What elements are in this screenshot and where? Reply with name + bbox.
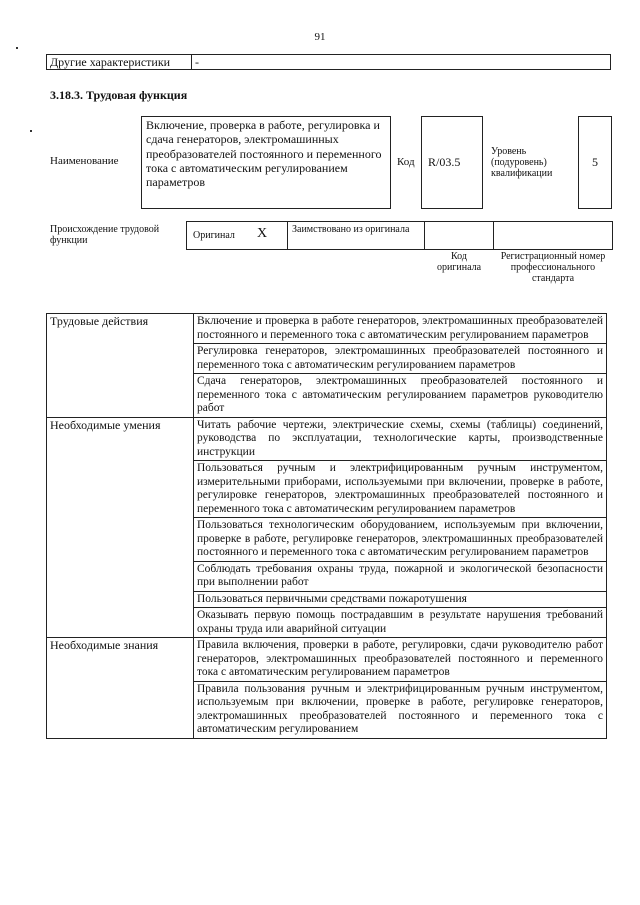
code-label: Код [397,156,415,168]
function-name-text: Включение, проверка в работе, регулировка и сдача генераторов, электромашинных преобразователей постоянного и переменного тока с автоматическим регулированием параметров [146,118,382,190]
table-cell: Соблюдать требования охраны труда, пожарной и экологической безопасности при выполнении работ [194,561,607,591]
divider [424,221,425,249]
table-row [47,314,607,344]
level-value: 5 [592,155,598,169]
table-row [47,638,607,682]
table-cell: Регулировка генераторов, электромашинных преобразователей постоянного и переменного тока с автоматическим регулированием параметров [194,344,607,374]
section-heading: 3.18.3. Трудовая функция [50,88,188,102]
reg-number-caption: Регистрационный номер профессионального стандарта [500,251,606,284]
scan-speck [30,130,32,132]
table-row [47,417,607,461]
other-characteristics-label: Другие характеристики [47,55,192,70]
table-cell: Правила пользования ручным и электрифицированным ручным инструментом, используемым при включении, проверке в работе, регулировке генераторов, электромашинных преобразователей постоянного и переменного тока с автоматическим регулированием [194,681,607,738]
section-label: Необходимые знания [47,638,194,739]
table-cell: Оказывать первую помощь пострадавшим в результате нарушения требований охраны труда или аварийной ситуации [194,608,607,638]
table-cell: Пользоваться технологическим оборудованием, используемым при включении, проверке в работе, регулировке генераторов, электромашинных преобразователей постоянного и переменного тока с автоматическим регулированием параметров [194,518,607,562]
code-box [421,116,483,209]
borrowed-label: Заимствовано из оригинала [292,224,410,235]
section-label: Необходимые умения [47,417,194,638]
divider [287,221,288,249]
requirements-table [46,313,607,739]
code-value: R/03.5 [428,155,461,169]
table-cell: Пользоваться первичными средствами пожаротушения [194,591,607,608]
table-cell: Пользоваться ручным и электрифицированным ручным инструментом, измерительными приборами, используемыми при включении, проверке в работе, регулировке генераторов, электромашинных преобразователей постоянного и переменного тока с автоматическим регулированием параметров [194,461,607,518]
page-number: 91 [314,31,326,43]
level-label: Уровень (подуровень) квалификации [491,146,553,179]
code-original-caption: Код оригинала [436,251,482,273]
other-characteristics-table [46,54,611,70]
name-label: Наименование [50,155,119,167]
original-label: Оригинал [193,230,235,241]
table-cell: Читать рабочие чертежи, электрические схемы, схемы (таблицы) соединений, руководства по эксплуатации, технологические карты, производственные инструкции [194,417,607,461]
divider [493,221,494,249]
table-cell: Правила включения, проверки в работе, регулировки, сдачи руководителю работ генераторов, электромашинных преобразователей постоянного и переменного тока с автоматическим регулированием параметров [194,638,607,682]
table-cell: Включение и проверка в работе генераторов, электромашинных преобразователей постоянного и переменного тока с автоматическим регулированием параметров [194,314,607,344]
original-mark: X [257,226,268,241]
level-box [578,116,612,209]
function-name-box [141,116,391,209]
section-label: Трудовые действия [47,314,194,418]
origin-label: Происхождение трудовой функции [50,224,160,246]
other-characteristics-value: - [192,55,611,70]
table-cell: Сдача генераторов, электромашинных преобразователей постоянного и переменного тока с автоматическим регулированием параметров руководителю работ [194,374,607,418]
scan-speck [16,47,18,49]
